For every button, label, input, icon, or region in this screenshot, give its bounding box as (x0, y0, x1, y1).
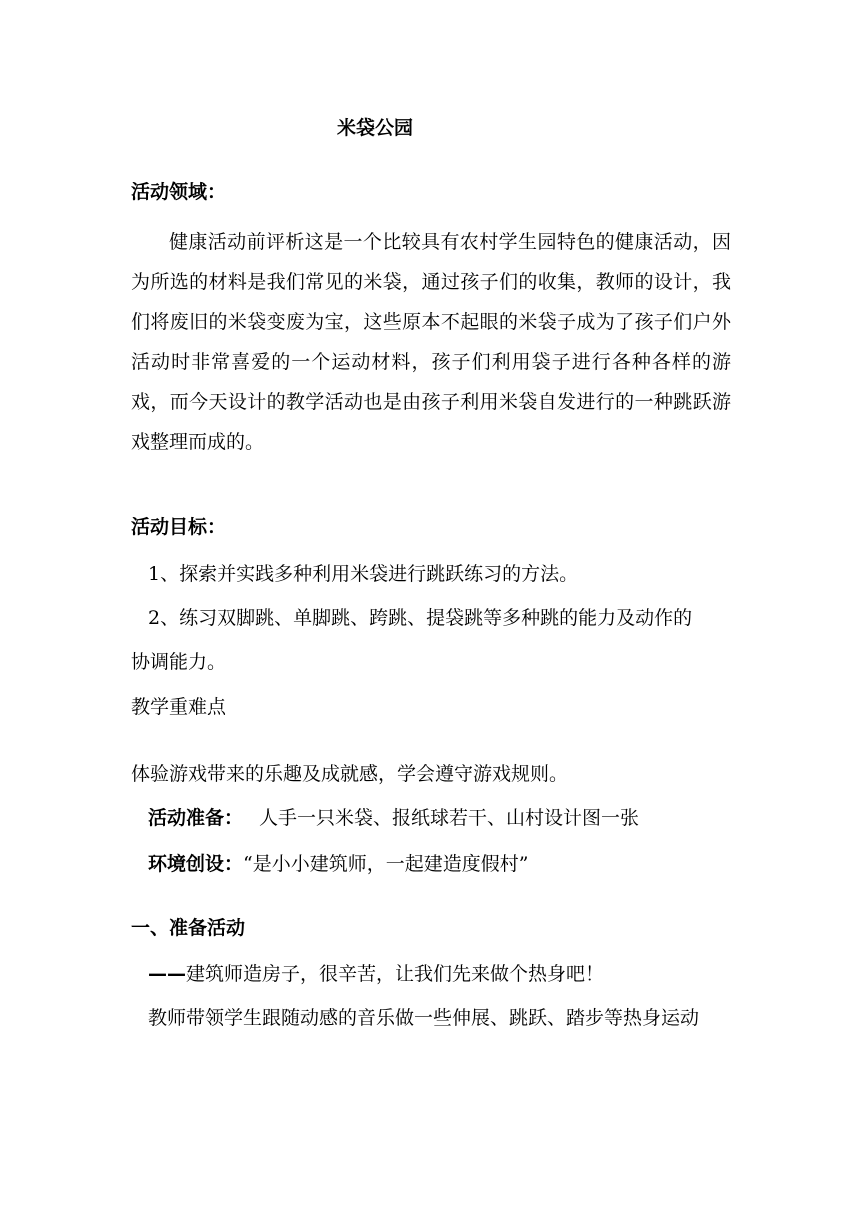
activity-domain-paragraph (131, 222, 731, 462)
key-points-heading: 教学重难点 (131, 696, 227, 718)
section-heading-activity-domain: 活动领域： (131, 181, 227, 203)
goal-item-2: 2、练习双脚跳、单脚跳、跨跳、提袋跳等多种跳的能力及动作的 (148, 607, 693, 629)
preparation-label: 活动准备： (148, 807, 244, 829)
environment-label: 环境创设： (148, 853, 244, 875)
activity1-line1-text: 建筑师造房子，很辛苦，让我们先来做个热身吧！ (186, 963, 605, 985)
dash: —— (148, 963, 186, 985)
activity1-line1 (148, 961, 604, 987)
preparation-line (148, 805, 639, 831)
activity1-line2: 教师带领学生跟随动感的音乐做一些伸展、跳跃、踏步等热身运动 (148, 1007, 700, 1029)
preparation-text: 人手一只米袋、报纸球若干、山村设计图一张 (259, 807, 640, 829)
goal-item-2-continued: 协调能力。 (131, 651, 227, 673)
document-title: 米袋公园 (336, 117, 413, 139)
section-heading-activity-goals: 活动目标： (131, 516, 227, 538)
environment-line (148, 851, 528, 877)
activity-domain-text: 健康活动前评析这是一个比较具有农村学生园特色的健康活动，因为所选的材料是我们常见的米袋，通过孩子们的收集，教师的设计，我们将废旧的米袋变废为宝，这些原本不起眼的米袋子成为了孩子们户外活动时非常喜爱的一个运动材料，孩子们利用袋子进行各种各样的游戏，而今天设计的教学活动也是由孩子利用米袋自发进行的一种跳跃游戏整理而成的。 (131, 231, 731, 453)
environment-text: “是小小建筑师，一起建造度假村” (243, 853, 529, 875)
key-points-text: 体验游戏带来的乐趣及成就感，学会遵守游戏规则。 (131, 763, 569, 785)
section-heading-preparation-activity: 一、准备活动 (131, 917, 246, 939)
goal-item-1: 1、探索并实践多种利用米袋进行跳跃练习的方法。 (148, 563, 579, 585)
